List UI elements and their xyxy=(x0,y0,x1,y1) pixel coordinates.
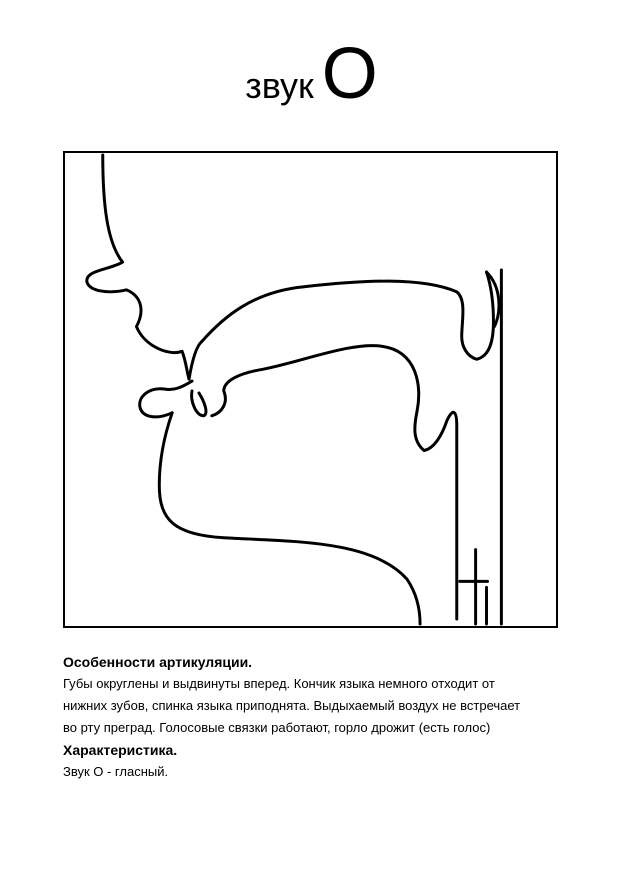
characteristic-heading: Характеристика. xyxy=(63,742,178,758)
face-profile-path xyxy=(87,155,189,379)
tongue-path xyxy=(212,346,457,619)
articulation-heading: Особенности артикуляции. xyxy=(63,654,253,670)
characteristic-text: Звук О - гласный. xyxy=(63,764,169,779)
title-word: звук xyxy=(245,65,314,106)
mouth-articulation-profile-icon xyxy=(65,153,556,626)
upper-tooth-path xyxy=(189,341,202,379)
articulation-figure xyxy=(63,151,558,628)
page-title xyxy=(0,34,623,114)
lower-tooth-path xyxy=(192,391,206,416)
palate-path xyxy=(202,272,494,359)
lower-lip-path xyxy=(140,381,192,417)
articulation-line: нижних зубов, спинка языка приподнята. Выдыхаемый воздух не встречает xyxy=(63,698,521,713)
articulation-line: Губы округлены и выдвинуты вперед. Кончик языка немного отходит от xyxy=(63,676,495,691)
description-block xyxy=(63,651,583,783)
articulation-line: во рту преград. Голосовые связки работают, горло дрожит (есть голос) xyxy=(63,720,491,735)
title-letter: О xyxy=(321,34,378,114)
chin-neck-path xyxy=(159,413,420,624)
articulation-paragraph xyxy=(63,673,583,739)
